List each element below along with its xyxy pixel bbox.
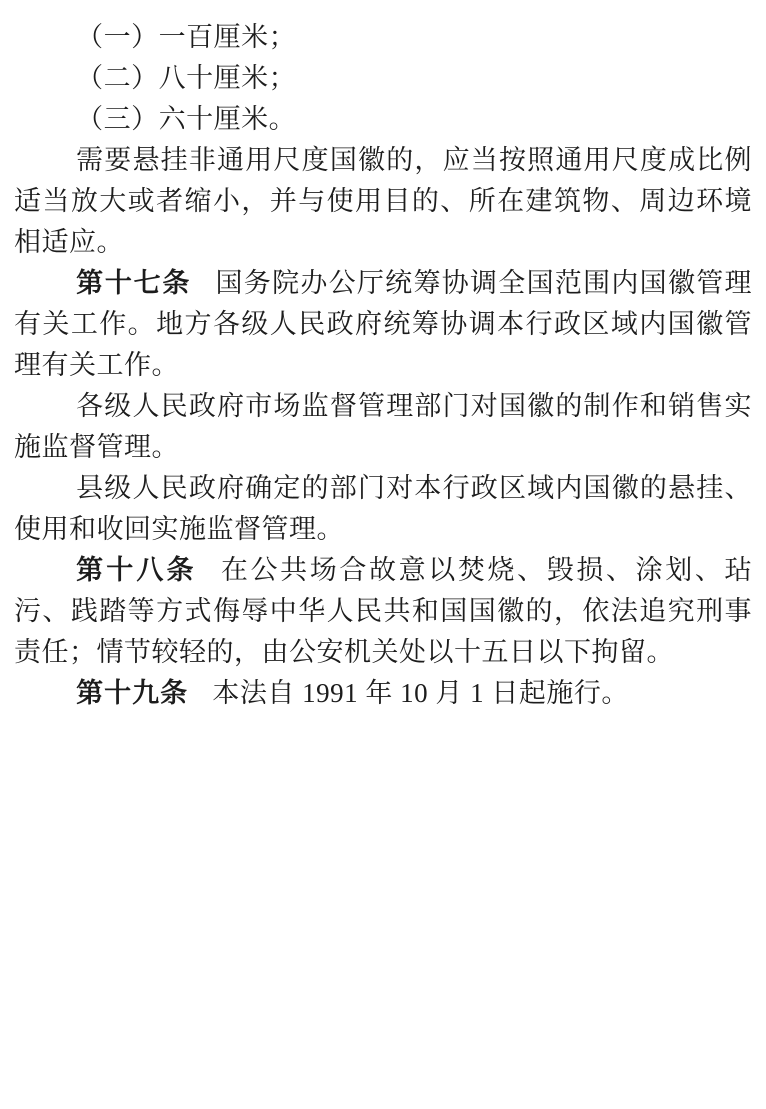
article-19	[14, 673, 752, 714]
paragraph-county-supervision	[14, 468, 752, 550]
article-18	[14, 550, 752, 673]
list-item-2	[14, 58, 752, 99]
paragraph-market-supervision	[14, 386, 752, 468]
list-item-3-text: （三）六十厘米。	[76, 104, 297, 134]
list-item-1-text: （一）一百厘米；	[76, 22, 297, 52]
paragraph-county-supervision-text: 县级人民政府确定的部门对本行政区域内国徽的悬挂、使用和收回实施监督管理。	[14, 473, 752, 544]
article-17	[14, 263, 752, 386]
document-text-block	[14, 17, 752, 714]
article-17-text: 国务院办公厅统筹协调全国范围内国徽管理有关工作。地方各级人民政府统筹协调本行政区域内国徽管理有关工作。	[14, 268, 753, 380]
list-item-3	[14, 99, 752, 140]
paragraph-scaling-rule-text: 需要悬挂非通用尺度国徽的，应当按照通用尺度成比例适当放大或者缩小，并与使用目的、所在建筑物、周边环境相适应。	[14, 145, 752, 257]
paragraph-market-supervision-text: 各级人民政府市场监督管理部门对国徽的制作和销售实施监督管理。	[14, 391, 752, 462]
list-item-1	[14, 17, 752, 58]
article-18-number: 第十八条	[76, 555, 197, 585]
article-17-number: 第十七条	[76, 268, 192, 298]
article-18-text: 在公共场合故意以焚烧、毁损、涂划、玷污、践踏等方式侮辱中华人民共和国国徽的，依法追究刑事责任；情节较轻的，由公安机关处以十五日以下拘留。	[14, 555, 753, 667]
paragraph-scaling-rule	[14, 140, 752, 263]
list-item-2-text: （二）八十厘米；	[76, 63, 297, 93]
article-19-number: 第十九条	[76, 678, 189, 708]
article-19-text: 本法自 1991 年 10 月 1 日起施行。	[212, 678, 629, 708]
